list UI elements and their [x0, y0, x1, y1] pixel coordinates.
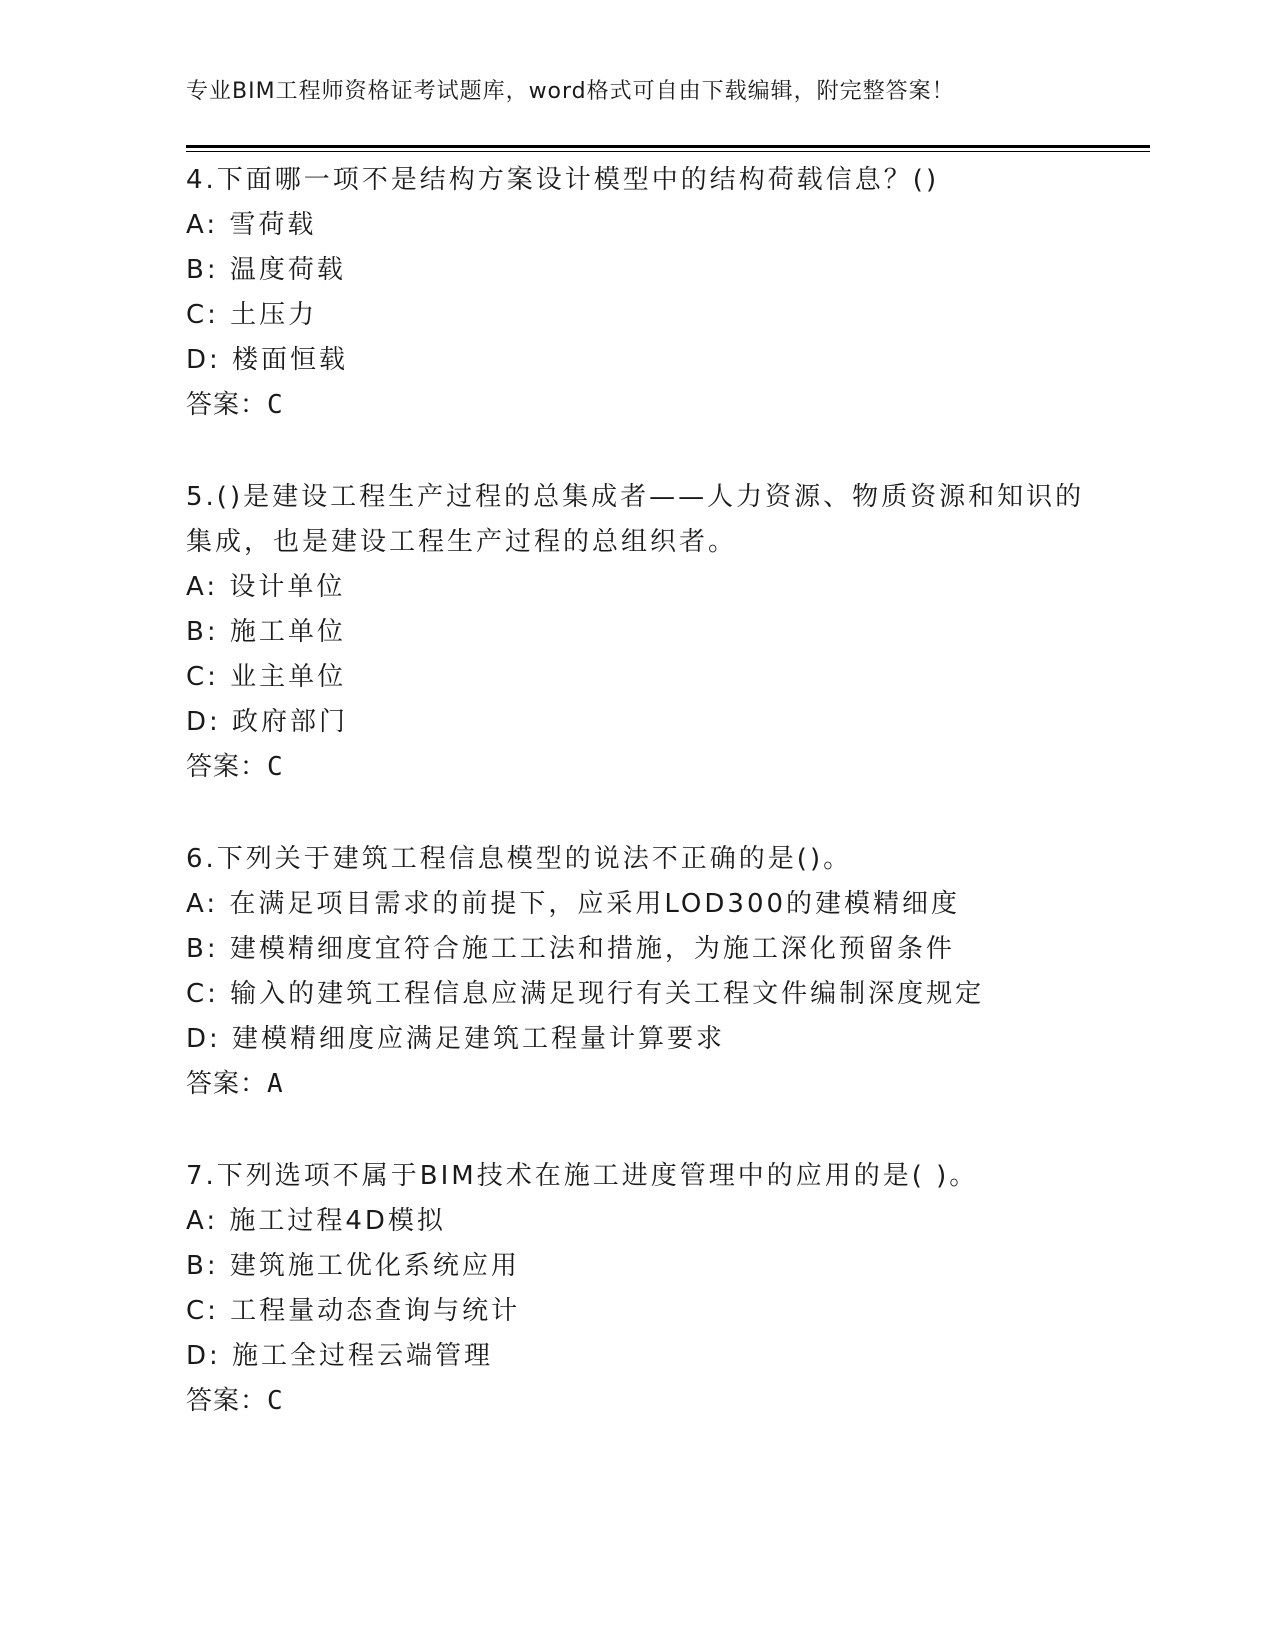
answer-line: 答案：A [186, 1069, 284, 1099]
answer-line: 答案：C [186, 390, 284, 420]
option-c: C: 土压力 [186, 300, 318, 330]
question-stem: 6.下列关于建筑工程信息模型的说法不正确的是()。 [186, 844, 853, 874]
question-7 [186, 1154, 1086, 1424]
option-c: C: 业主单位 [186, 662, 347, 692]
option-b: B: 温度荷载 [186, 255, 346, 285]
header-rule-thick [186, 145, 1150, 148]
option-a: A: 在满足项目需求的前提下，应采用LOD300的建模精细度 [186, 889, 961, 919]
question-list [186, 158, 1086, 1471]
option-d: D: 政府部门 [186, 707, 349, 737]
answer-line: 答案：C [186, 1386, 284, 1416]
answer-line: 答案：C [186, 752, 284, 782]
option-d: D: 施工全过程云端管理 [186, 1341, 494, 1371]
option-b: B: 施工单位 [186, 617, 346, 647]
question-stem: 7.下列选项不属于BIM技术在施工进度管理中的应用的是( )。 [186, 1161, 979, 1191]
option-a: A: 雪荷载 [186, 210, 317, 240]
option-d: D: 楼面恒载 [186, 345, 349, 375]
question-6 [186, 837, 1086, 1107]
question-4 [186, 158, 1086, 428]
question-5 [186, 475, 1086, 790]
option-a: A: 设计单位 [186, 572, 346, 602]
question-stem: 5.()是建设工程生产过程的总集成者——人力资源、物质资源和知识的集成，也是建设工程生产过程的总组织者。 [186, 482, 1085, 557]
option-b: B: 建模精细度宜符合施工工法和措施，为施工深化预留条件 [186, 934, 955, 964]
option-b: B: 建筑施工优化系统应用 [186, 1251, 520, 1281]
header-rule-thin [186, 151, 1150, 152]
option-d: D: 建模精细度应满足建筑工程量计算要求 [186, 1024, 726, 1054]
question-stem: 4.下面哪一项不是结构方案设计模型中的结构荷载信息？() [186, 165, 940, 195]
option-c: C: 工程量动态查询与统计 [186, 1296, 521, 1326]
option-a: A: 施工过程4D模拟 [186, 1206, 446, 1236]
page-header: 专业BIM工程师资格证考试题库，word格式可自由下载编辑，附完整答案！ [186, 79, 955, 104]
option-c: C: 输入的建筑工程信息应满足现行有关工程文件编制深度规定 [186, 979, 985, 1009]
